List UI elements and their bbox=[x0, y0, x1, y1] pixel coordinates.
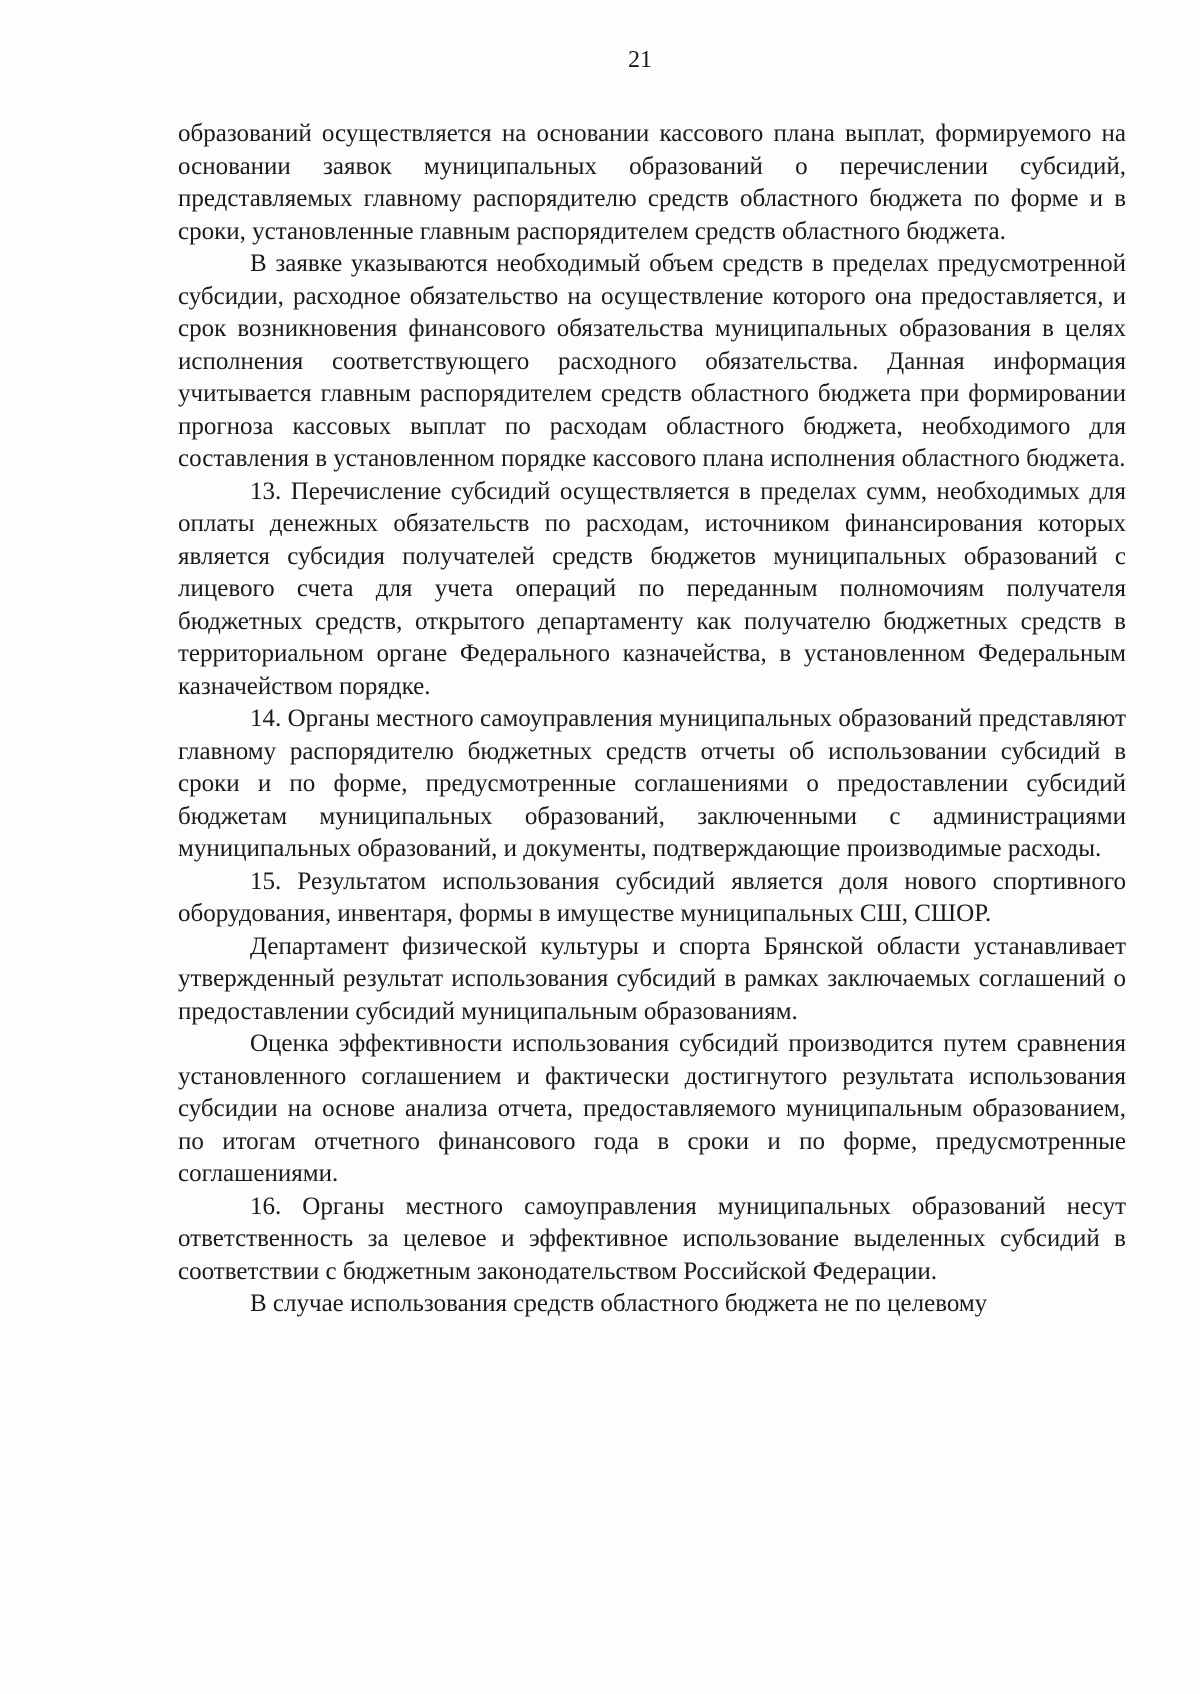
paragraph-item-14: 14. Органы местного самоуправления муниципальных образований представляют главному распорядителю бюджетных средств отчеты об использовании субсидий в сроки и по форме, предусмотренные соглашениями о предоставлении субсидий бюджетам муниципальных образований, заключенными с администрациями муниципальных образований, и документы, подтверждающие производимые расходы. bbox=[178, 705, 1126, 862]
document-body bbox=[178, 118, 1126, 1321]
paragraph-application: В заявке указываются необходимый объем средств в пределах предусмотренной субсидии, расходное обязательство на осуществление которого она предоставляется, и срок возникновения финансового обязательства муниципальных образования в целях исполнения соответствующего расходного обязательства. Данная информация учитывается главным распорядителем средств областного бюджета при формировании прогноза кассовых выплат по расходам областного бюджета, необходимого для составления в установленном порядке кассового плана исполнения областного бюджета. bbox=[178, 250, 1126, 472]
paragraph-continuation: образований осуществляется на основании кассового плана выплат, формируемого на основании заявок муниципальных образований о перечислении субсидий, представляемых главному распорядителю средств областного бюджета по форме и в сроки, установленные главным распорядителем средств областного бюджета. bbox=[178, 120, 1126, 245]
paragraph-item-15: 15. Результатом использования субсидий является доля нового спортивного оборудования, инвентаря, формы в имуществе муниципальных СШ, СШОР. bbox=[178, 867, 1126, 927]
paragraph-department: Департамент физической культуры и спорта Брянской области устанавливает утвержденный результат использования субсидий в рамках заключаемых соглашений о предоставлении субсидий муниципальным образованиям. bbox=[178, 932, 1126, 1025]
paragraph-item-13: 13. Перечисление субсидий осуществляется в пределах сумм, необходимых для оплаты денежных обязательств по расходам, источником финансирования которых является субсидия получателей средств бюджетов муниципальных образований с лицевого счета для учета операций по переданным полномочиям получателя бюджетных средств, открытого департаменту как получателю бюджетных средств в территориальном органе Федерального казначейства, в установленном Федеральным казначейством порядке. bbox=[178, 477, 1126, 700]
paragraph-misuse: В случае использования средств областного бюджета не по целевому bbox=[250, 1290, 988, 1317]
paragraph-evaluation: Оценка эффективности использования субсидий производится путем сравнения установленного соглашением и фактически достигнутого результата использования субсидии на основе анализа отчета, предоставляемого муниципальным образованием, по итогам отчетного финансового года в сроки и по форме, предусмотренные соглашениями. bbox=[178, 1030, 1126, 1187]
paragraph-item-16: 16. Органы местного самоуправления муниципальных образований несут ответственность за целевое и эффективное использование выделенных субсидий в соответствии с бюджетным законодательством Российской Федерации. bbox=[178, 1192, 1126, 1285]
page-number: 21 bbox=[628, 47, 652, 73]
